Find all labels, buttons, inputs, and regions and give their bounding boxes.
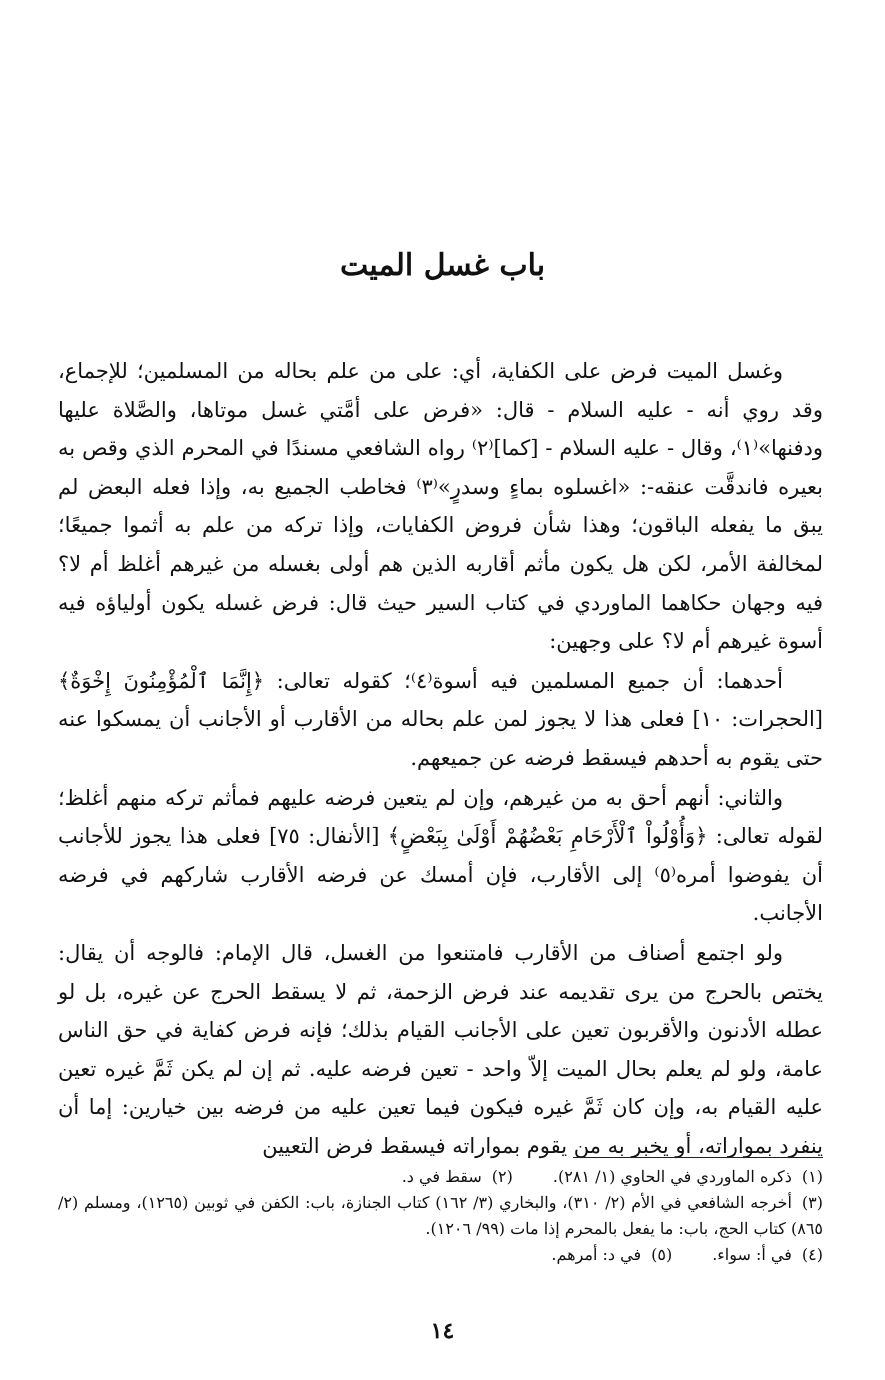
footnote-row [58, 1242, 823, 1268]
footnote-divider [573, 1157, 823, 1158]
footnote-number: (٢) [491, 1167, 513, 1186]
footnote-text: في د: أمرهم. [551, 1245, 642, 1264]
footnote-number: (١) [801, 1167, 823, 1186]
footnote-number: (٤) [801, 1245, 823, 1264]
footnote-text: سقط في د. [401, 1167, 482, 1186]
paragraph: أحدهما: أن جميع المسلمين فيه أسوة⁽٤⁾؛ كقوله تعالى: ﴿إِنَّمَا ٱلْمُؤْمِنُونَ إِخْوَةٌ﴾ [الحجرات: ١٠] فعلى هذا لا يجوز لمن علم بحاله من الأقارب أو الأجانب أن يمسكوا عنه حتى يقوم به أحدهم فيسقط فرضه عن جميعهم. [58, 668, 823, 770]
footnote-3 [58, 1190, 823, 1242]
paragraph: والثاني: أنهم أحق به من غيرهم، وإن لم يتعين فرضه عليهم فمأثم تركه منهم أغلظ؛ لقوله تعالى: ﴿وَأُوْلُواْ ٱلْأَرْحَامِ بَعْضُهُمْ أَوْلَىٰ بِبَعْضٍ﴾ [الأنفال: ٧٥] فعلى هذا يجوز للأجانب أن يفوضوا أمره⁽٥⁾ إلى الأقارب، فإن أمسك عن فرضه الأقارب شاركهم في فرضه الأجانب. [58, 785, 824, 926]
main-text [58, 352, 823, 1165]
footnote-number: (٣) [801, 1193, 823, 1212]
chapter-title: باب غسل الميت [339, 248, 546, 283]
footnote-1 [553, 1164, 823, 1190]
footnote-text: أخرجه الشافعي في الأم (٢/ ٣١٠)، والبخاري (٣/ ١٦٢) كتاب الجنازة، باب: الكفن في ثوبين (١٢٦٥)، ومسلم (٢/ ٨٦٥) كتاب الحج، باب: ما يفعل بالمحرم إذا مات (٩٩/ ١٢٠٦). [58, 1193, 823, 1238]
footnote-text: في أ: سواء. [712, 1245, 792, 1264]
footnote-2 [402, 1164, 513, 1190]
paragraph: وغسل الميت فرض على الكفاية، أي: على من علم بحاله من المسلمين؛ للإجماع، وقد روي أنه - عليه السلام - قال: «فرض على أمَّتي غسل موتاها، والصَّلاة عليها ودفنها»⁽١⁾، وقال - عليه السلام - [كما]⁽٢⁾ رواه الشافعي مسندًا في المحرم الذي وقص به بعيره فاندقَّت عنقه-: «اغسلوه بماءٍ وسدرٍ»⁽٣⁾ فخاطب الجميع به، وإذا فعله البعض لم يبق ما يفعله الباقون؛ وهذا شأن فروض الكفايات، وإذا تركه من علم به أثموا جميعًا؛ لمخالفة الأمر، لكن هل يكون مأثم أقاربه الذين هم أولى بغسله من غيرهم أغلظ أم لا؟ فيه وجهان حكاهما الماوردي في كتاب السير حيث قال: فرض غسله يكون أولياؤه فيه أسوة غيرهم أم لا؟ على وجهين: [58, 359, 824, 654]
paragraph: ولو اجتمع أصناف من الأقارب فامتنعوا من الغسل، قال الإمام: فالوجه أن يقال: يختص بالحرج من يرى تقديمه عند فرض الزحمة، ثم لا يسقط الحرج عن غيره، بل لو عطله الأدنون والأقربون تعين على الأجانب القيام بذلك؛ فإنه فرض كفاية في حق الناس عامة، ولو لم يعلم بحال الميت إلاّ واحد - تعين فرضه عليه. ثم إن لم يكن ثَمَّ غيره تعين عليه القيام به، وإن كان ثَمَّ غيره فيكون فيما تعين عليه من فرضه بين خيارين: إما أن ينفرد بمواراته، أو يخبر به من يقوم بمواراته فيسقط فرض التعيين [58, 940, 823, 1158]
page-number: ١٤ [430, 1318, 455, 1344]
footnote-row [58, 1164, 823, 1190]
footnote-text: ذكره الماوردي في الحاوي (١/ ٢٨١). [552, 1167, 792, 1186]
footnote-number: (٥) [651, 1245, 673, 1264]
footnote-5 [551, 1242, 672, 1268]
footnotes [58, 1164, 823, 1268]
footnote-4 [712, 1242, 823, 1268]
